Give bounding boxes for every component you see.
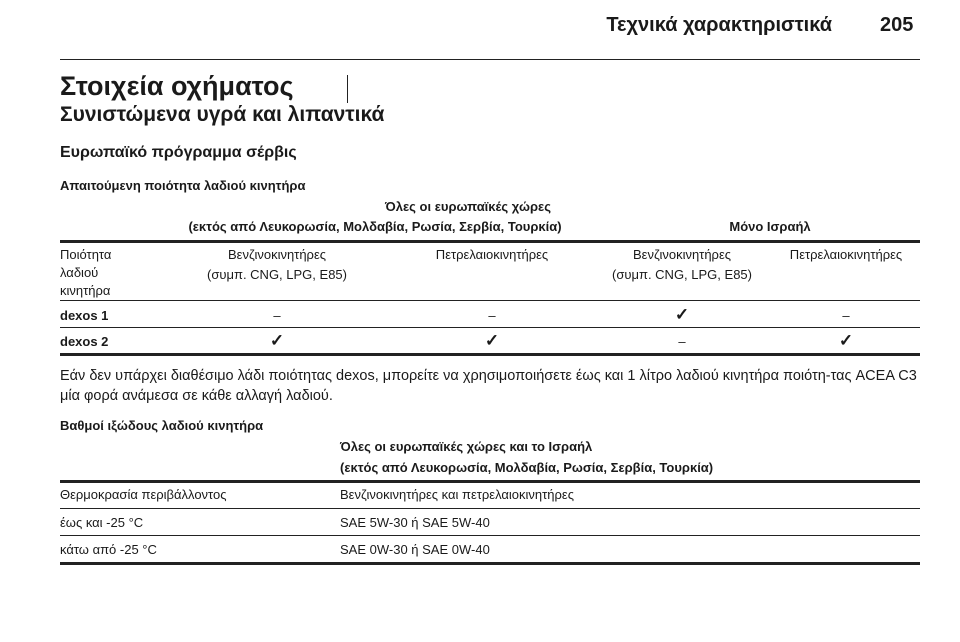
subsection-title: Ευρωπαϊκό πρόγραμμα σέρβις: [60, 144, 297, 161]
column-header-diesel: Πετρελαιοκινητήρες: [435, 247, 549, 262]
table-cell: –: [488, 308, 496, 323]
table-cell: SAE 5W-30 ή SAE 5W-40: [340, 515, 490, 530]
table-rule-top: [60, 480, 920, 483]
row-header-line: λαδιού: [60, 265, 99, 280]
table-rule: [60, 508, 920, 509]
check-icon: ✓: [269, 331, 285, 350]
table-cell: –: [842, 308, 850, 323]
column-subheader-petrol-israel: (συμπ. CNG, LPG, E85): [612, 267, 752, 282]
table-cell: –: [678, 334, 686, 349]
header-rule: [60, 59, 920, 60]
section-title: Συνιστώμενα υγρά και λιπαντικά: [60, 103, 385, 126]
chapter-marker: [347, 75, 348, 103]
column-header-petrol-israel: Βενζινοκινητήρες: [632, 247, 732, 262]
table-rule: [60, 535, 920, 536]
group-header-exclusions: (εκτός από Λευκορωσία, Μολδαβία, Ρωσία, Σερβία, Τουρκία): [188, 219, 562, 234]
check-icon: ✓: [674, 305, 690, 324]
group-header-israel-only: Μόνο Ισραήλ: [729, 219, 811, 234]
check-icon: ✓: [484, 331, 500, 350]
oil-quality-table-title: Απαιτούμενη ποιότητα λαδιού κινητήρα: [60, 178, 306, 193]
table-cell: έως και -25 °C: [60, 515, 144, 530]
table-rule-bottom: [60, 562, 920, 565]
viscosity-group-header-exclusions: (εκτός από Λευκορωσία, Μολδαβία, Ρωσία, Σερβία, Τουρκία): [340, 460, 714, 475]
table-rule: [60, 327, 920, 328]
row-label-dexos2: dexos 2: [60, 334, 109, 349]
chapter-title: Στοιχεία οχήματος: [60, 71, 294, 101]
dexos-substitution-note: Εάν δεν υπάρχει διαθέσιμο λάδι ποιότητας dexos, μπορείτε να χρησιμοποιήσετε έως και 1 λίτρο λαδιού κινητήρα ποιότη-τας ACEA C3 μία φορά ανάμεσα σε κάθε αλλαγή λαδιού.: [60, 368, 917, 404]
table-cell: –: [273, 308, 281, 323]
group-header-all-europe: Όλες οι ευρωπαϊκές χώρες: [385, 199, 551, 214]
table-rule-top: [60, 240, 920, 243]
column-header-diesel-israel: Πετρελαιοκινητήρες: [789, 247, 903, 262]
table-rule: [60, 300, 920, 301]
running-header-title: Τεχνικά χαρακτηριστικά: [606, 14, 832, 36]
column-subheader-petrol: (συμπ. CNG, LPG, E85): [207, 267, 347, 282]
table-cell: SAE 0W-30 ή SAE 0W-40: [340, 542, 490, 557]
check-icon: ✓: [838, 331, 854, 350]
viscosity-table-title: Βαθμοί ιξώδους λαδιού κινητήρα: [60, 418, 264, 433]
viscosity-group-header: Όλες οι ευρωπαϊκές χώρες και το Ισραήλ: [340, 439, 593, 454]
page-number: 205: [880, 14, 914, 36]
table-rule-bottom: [60, 353, 920, 356]
row-label-dexos1: dexos 1: [60, 308, 109, 323]
column-header-temperature: Θερμοκρασία περιβάλλοντος: [60, 487, 227, 502]
row-header-line: Ποιότητα: [60, 247, 112, 262]
row-header-line: κινητήρα: [60, 283, 111, 298]
column-header-engines: Βενζινοκινητήρες και πετρελαιοκινητήρες: [340, 487, 574, 502]
table-cell: κάτω από -25 °C: [60, 542, 157, 557]
column-header-petrol: Βενζινοκινητήρες: [227, 247, 327, 262]
